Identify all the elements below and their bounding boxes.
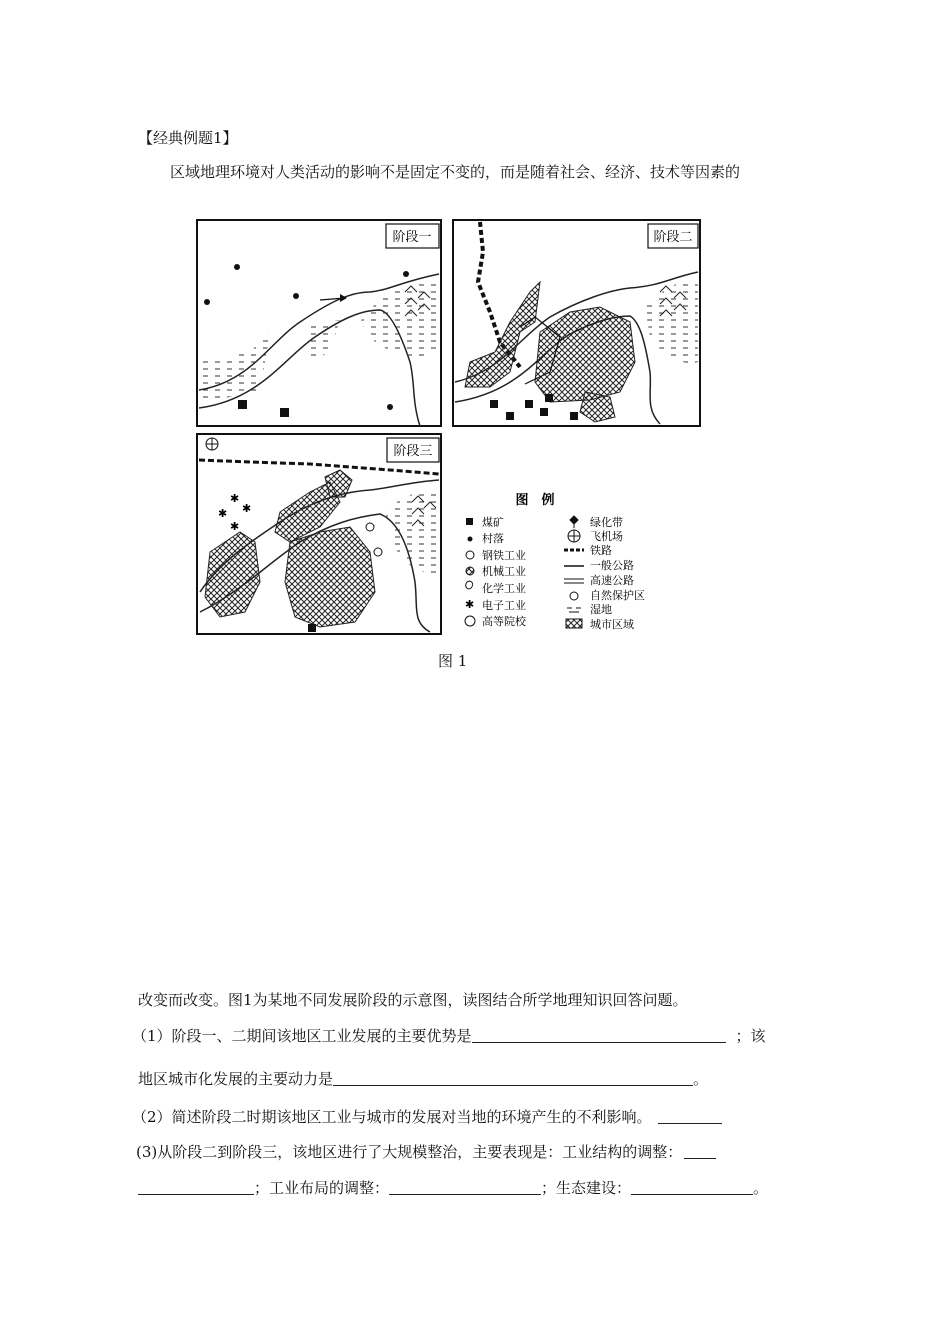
stage1-label: 阶段一	[392, 230, 432, 245]
q1-text-b: ；该	[735, 1027, 766, 1045]
svg-text:✱: ✱	[242, 502, 252, 515]
figure-1	[190, 212, 710, 644]
q1-text-d: 。	[693, 1070, 709, 1088]
q1-text-a: （1）阶段一、二期间该地区工业发展的主要优势是	[132, 1027, 472, 1045]
legend-item-urban: 城市区域	[590, 618, 634, 631]
q3-text-b: ；工业布局的调整：	[254, 1179, 390, 1197]
legend-item-coal: 煤矿	[482, 516, 504, 529]
q3-text-d: 。	[753, 1179, 769, 1197]
question-1-line1	[132, 1026, 766, 1046]
legend-item-expressway: 高速公路	[590, 574, 634, 587]
legend-item-airport: 飞机场	[590, 530, 623, 543]
legend-item-chemical: 化学工业	[482, 582, 526, 595]
legend-item-greenbelt: 绿化带	[590, 516, 623, 529]
question-continuation: 改变而改变。图1为某地不同发展阶段的示意图，读图结合所学地理知识回答问题。	[138, 991, 688, 1009]
example-heading: 【经典例题1】	[138, 129, 238, 147]
q1-text-c: 地区城市化发展的主要动力是	[138, 1070, 334, 1088]
stage1-map	[197, 220, 441, 426]
legend	[465, 492, 645, 631]
legend-item-reserve: 自然保护区	[590, 589, 645, 602]
question-1-line2	[138, 1069, 708, 1089]
legend-item-steel: 钢铁工业	[482, 549, 526, 562]
q3-answer-blank-2[interactable]	[138, 1180, 254, 1195]
svg-text:✱: ✱	[230, 520, 240, 533]
stage2-label: 阶段二	[653, 230, 693, 245]
q3-text-c: ；生态建设：	[541, 1179, 632, 1197]
legend-item-wetland: 湿地	[590, 603, 612, 616]
svg-text:✱: ✱	[465, 598, 475, 611]
q3-text-a: (3)从阶段二到阶段三，该地区进行了大规模整治，主要表现是：工业结构的调整：	[136, 1143, 683, 1161]
q3-answer-blank-4[interactable]	[631, 1180, 753, 1195]
figure-caption: 图 1	[438, 652, 468, 670]
svg-text:✱: ✱	[230, 492, 240, 505]
q3-answer-blank-3[interactable]	[389, 1180, 541, 1195]
stage2-map	[453, 220, 700, 426]
legend-item-road: 一般公路	[590, 559, 634, 572]
legend-title: 图 例	[515, 493, 555, 508]
q1-answer-blank-1[interactable]	[472, 1028, 726, 1043]
legend-item-electronics: 电子工业	[482, 599, 526, 612]
question-3-line2	[138, 1178, 768, 1198]
svg-text:✱: ✱	[218, 507, 228, 520]
stage3-map	[197, 434, 441, 634]
q3-answer-blank-1[interactable]	[684, 1144, 716, 1159]
q1-answer-blank-2[interactable]	[333, 1071, 693, 1086]
legend-item-machinery: 机械工业	[482, 565, 526, 578]
legend-item-village: 村落	[482, 532, 504, 545]
intro-paragraph: 区域地理环境对人类活动的影响不是固定不变的，而是随着社会、经济、技术等因素的	[170, 163, 741, 181]
legend-item-railway: 铁路	[590, 544, 612, 557]
q2-answer-blank[interactable]	[658, 1109, 722, 1124]
question-3-line1	[136, 1142, 716, 1162]
question-2	[132, 1107, 722, 1127]
stage3-label: 阶段三	[393, 444, 433, 459]
q2-text: （2）简述阶段二时期该地区工业与城市的发展对当地的环境产生的不利影响。	[132, 1108, 652, 1126]
legend-item-university: 高等院校	[482, 615, 526, 628]
